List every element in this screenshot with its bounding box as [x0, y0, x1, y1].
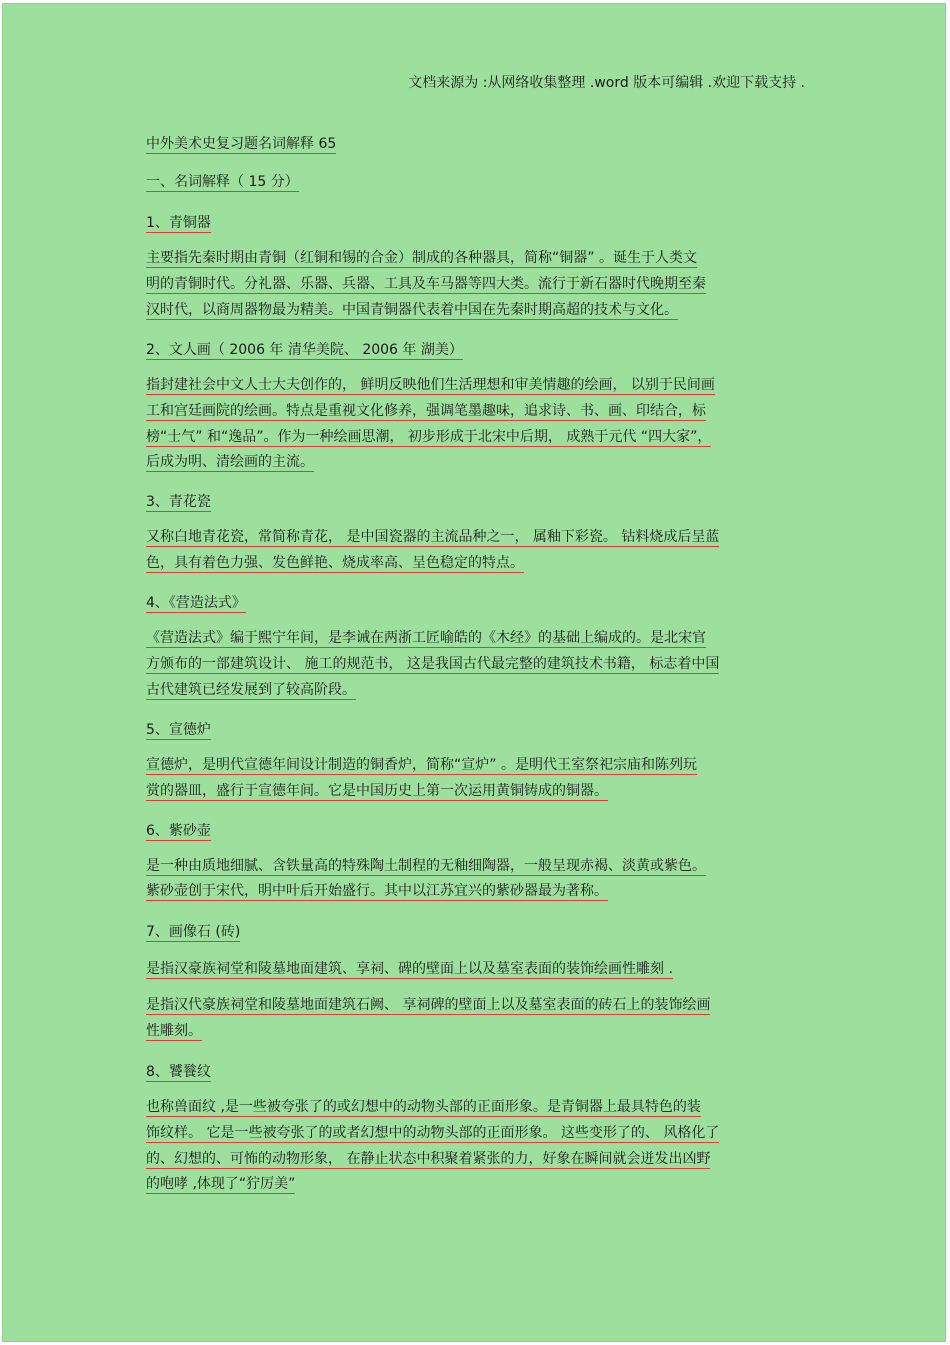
term-line: 的、幻想的、可怖的动物形象， 在静止状态中积聚着紧张的力，好象在瞬间就会迸发出凶野	[146, 1151, 711, 1167]
term-title: 8、饕餮纹	[146, 1064, 211, 1080]
section-title: 一、名词解释（ 15 分）	[146, 174, 299, 190]
document-title: 中外美术史复习题名词解释 65	[146, 136, 337, 152]
term-line: 汉时代，以商周器物最为精美。中国青铜器代表着中国在先秦时期高超的技术与文化。	[146, 302, 678, 318]
term-line: 也称兽面纹 ,是一些被夸张了的或幻想中的动物头部的正面形象。是青铜器上最具特色的装	[146, 1099, 701, 1115]
term-line: 赏的器皿，盛行于宣德年间。它是中国历史上第一次运用黄铜铸成的铜器。	[146, 783, 608, 799]
term-line: 又称白地青花瓷，常简称青花， 是中国瓷器的主流品种之一， 属釉下彩瓷。 钴料烧成后呈蓝	[146, 529, 720, 545]
term-line: 紫砂壶创于宋代，明中叶后开始盛行。其中以江苏宜兴的紫砂器最为著称。	[146, 883, 608, 899]
term-title: 5、宣德炉	[146, 722, 211, 738]
term-title: 6、紫砂壶	[146, 823, 211, 839]
term-title: 1、青铜器	[146, 215, 211, 231]
term-title: 4、《营造法式》	[146, 595, 246, 611]
term-line: 饰纹样。 它是一些被夸张了的或者幻想中的动物头部的正面形象。 这些变形了的、 风格化了	[146, 1125, 720, 1141]
term-line: 《营造法式》编于熙宁年间，是李诫在两浙工匠喻皓的《木经》的基础上编成的。是北宋官	[146, 630, 706, 646]
term-line: 明的青铜时代。分礼器、乐器、兵器、工具及车马器等四大类。流行于新石器时代晚期至秦	[146, 276, 706, 292]
term-line: 宣德炉，是明代宣德年间设计制造的铜香炉，简称“宣炉” 。是明代王室祭祀宗庙和陈列玩	[146, 757, 697, 773]
source-header: 文档来源为 :从网络收集整理 .word 版本可编辑 .欢迎下载支持 .	[408, 75, 805, 91]
document-page	[2, 3, 946, 1342]
term-line: 后成为明、清绘画的主流。	[146, 454, 314, 470]
term-line: 方颁布的一部建筑设计、 施工的规范书， 这是我国古代最完整的建筑技术书籍， 标志着中国	[146, 656, 720, 672]
term-title: 2、文人画（ 2006 年 清华美院、 2006 年 湖美）	[146, 342, 463, 358]
term-title: 3、青花瓷	[146, 494, 211, 510]
term-line: 的咆哮 ,体现了“狞厉美”	[146, 1176, 296, 1192]
term-line: 色，具有着色力强、发色鲜艳、烧成率高、呈色稳定的特点。	[146, 555, 524, 571]
term-line: 主要指先秦时期由青铜（红铜和锡的合金）制成的各种器具，简称“铜器” 。诞生于人类文	[146, 250, 697, 266]
term-line: 工和宫廷画院的绘画。特点是重视文化修养，强调笔墨趣味，追求诗、书、画、印结合，标	[146, 403, 706, 419]
term-title: 7、画像石 (砖)	[146, 924, 241, 940]
term-line: 指封建社会中文人士大夫创作的， 鲜明反映他们生活理想和审美情趣的绘画， 以别于民间画	[146, 377, 715, 393]
term-line: 是指汉豪族祠堂和陵墓地面建筑、享祠、碑的壁面上以及墓室表面的装饰绘画性雕刻 .	[146, 961, 673, 977]
term-line: 榜“士气” 和“逸品”。作为一种绘画思潮， 初步形成于北宋中后期， 成熟于元代 “四大家”，	[146, 429, 712, 445]
term-line: 性雕刻。	[146, 1023, 202, 1039]
term-line: 是指汉代豪族祠堂和陵墓地面建筑石阙、 享祠碑的壁面上以及墓室表面的砖石上的装饰绘画	[146, 997, 711, 1013]
term-line: 古代建筑已经发展到了较高阶段。	[146, 682, 356, 698]
term-line: 是一种由质地细腻、含铁量高的特殊陶土制程的无釉细陶器，一般呈现赤褐、淡黄或紫色。	[146, 858, 706, 874]
